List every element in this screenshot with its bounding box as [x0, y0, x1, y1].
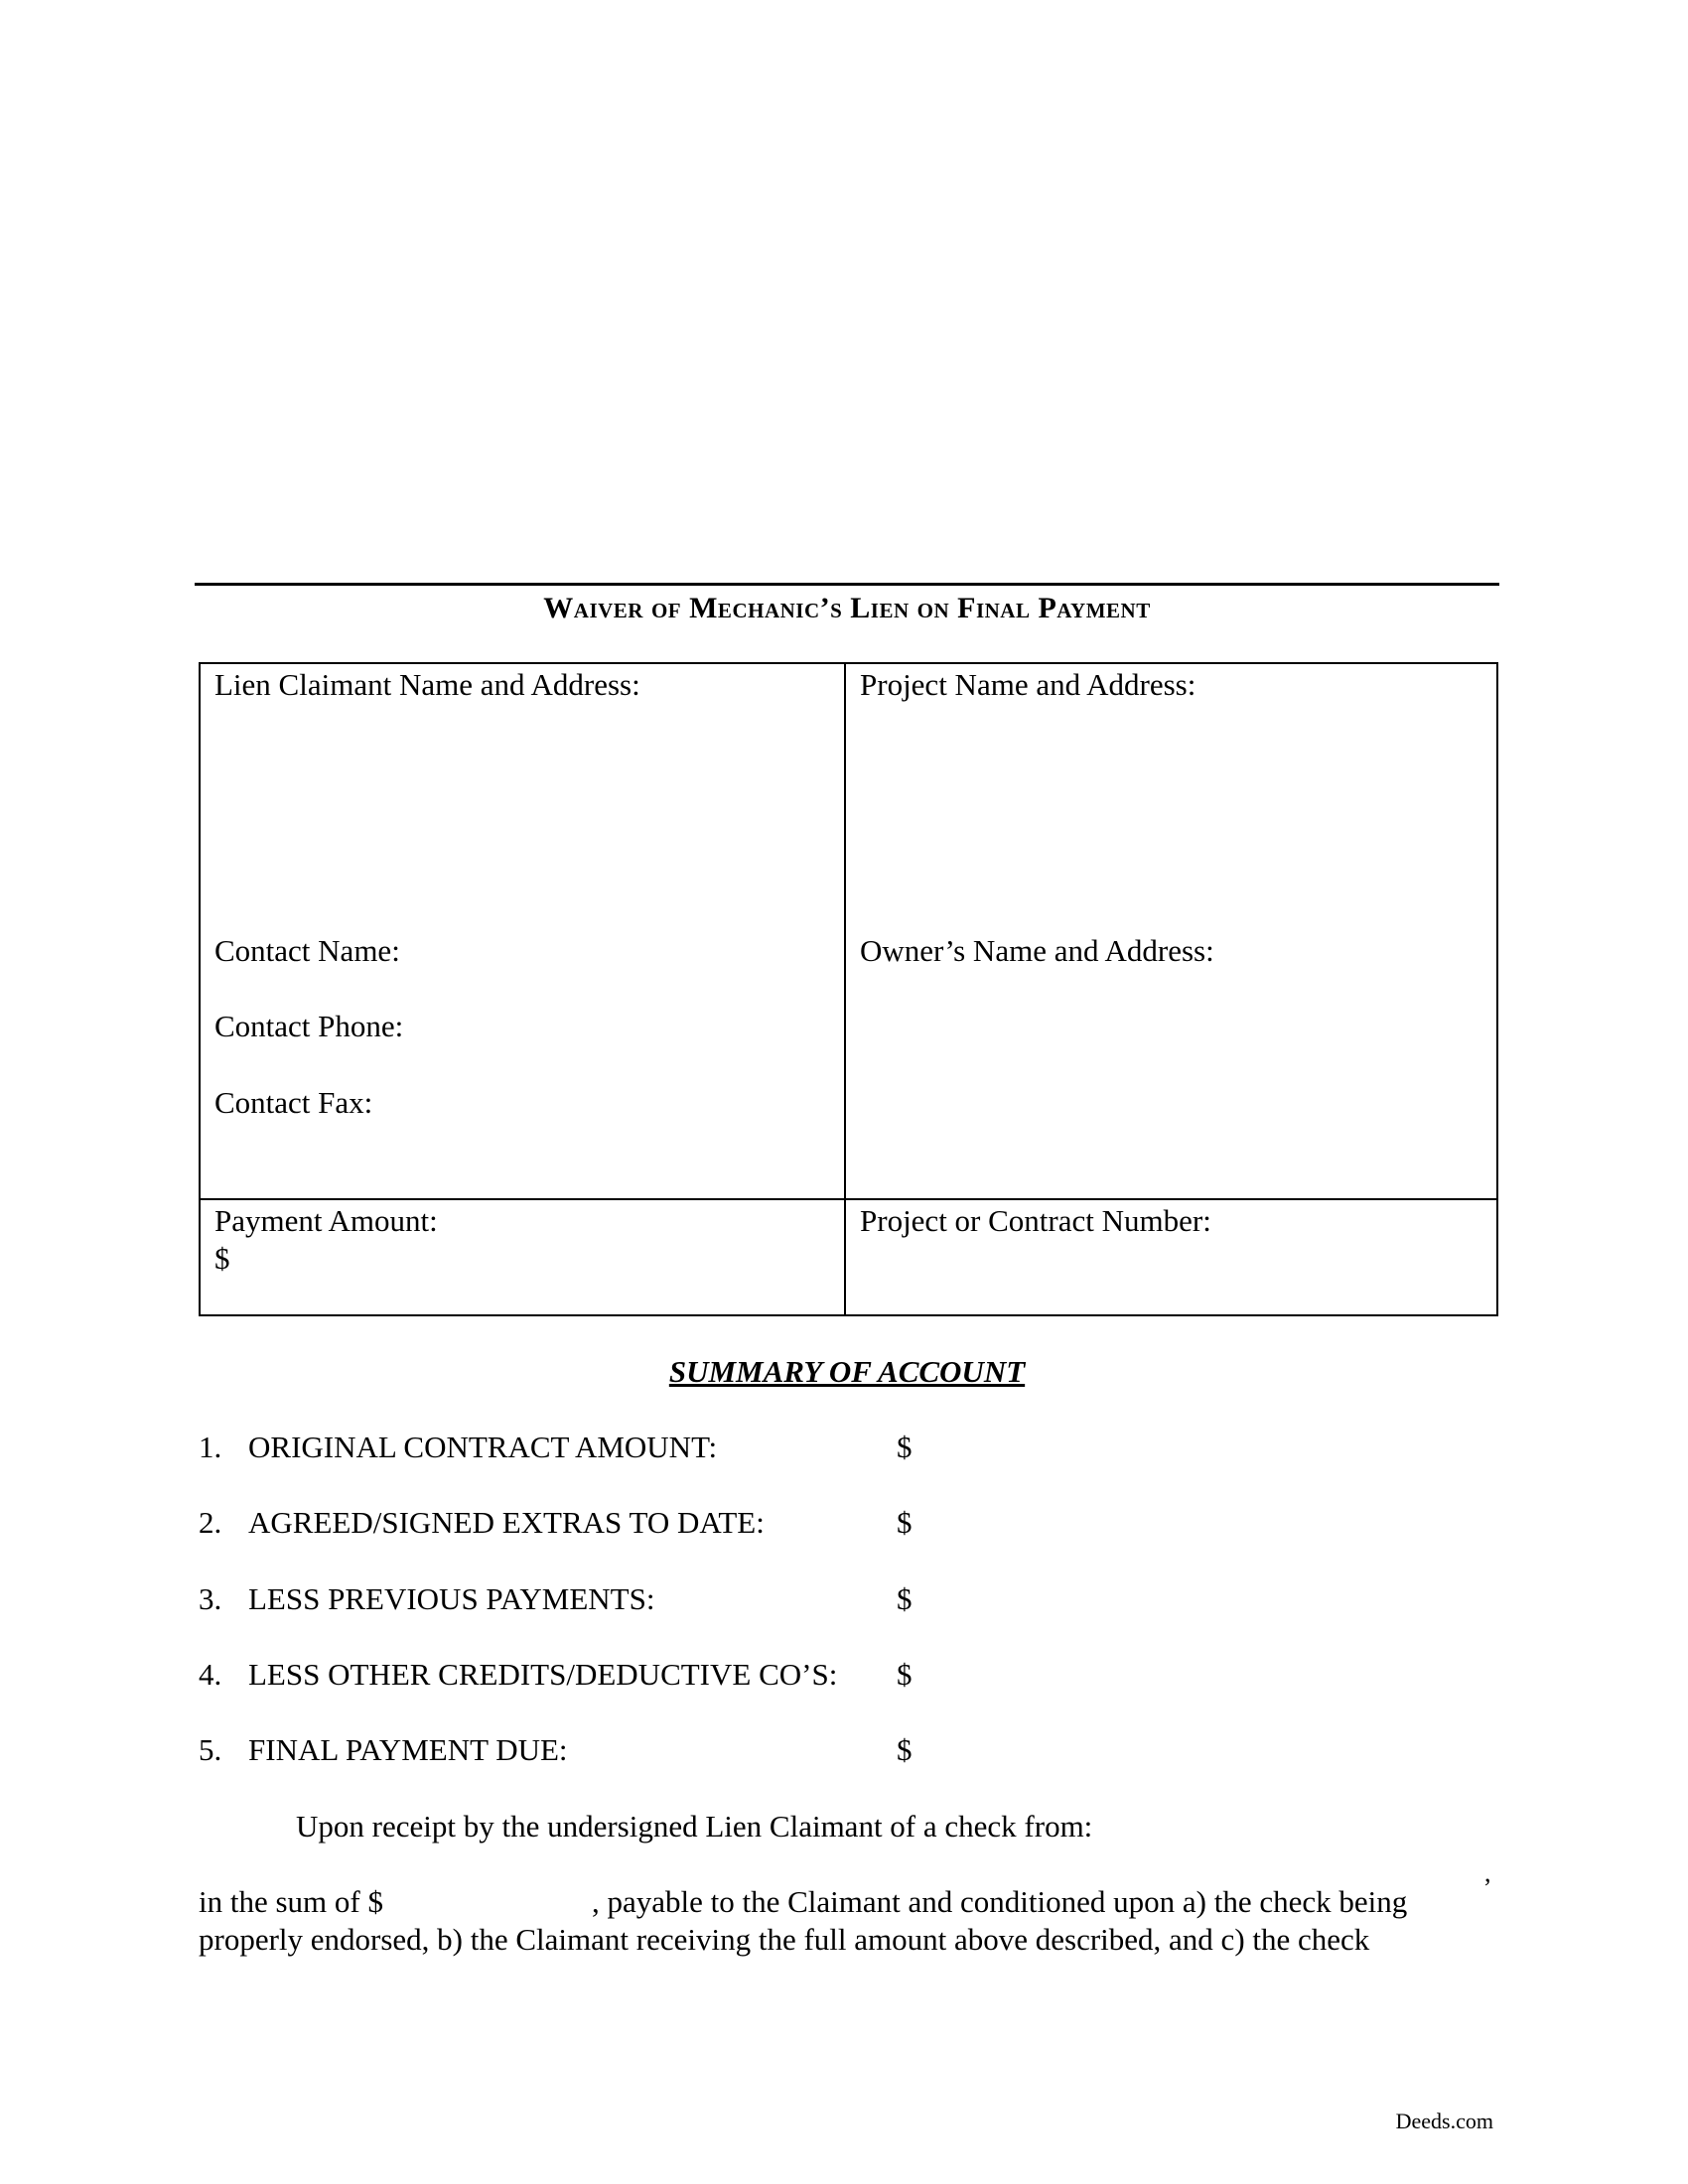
sum-suffix-text: , payable to the Claimant and conditioned upon a) the check being: [592, 1884, 1408, 1919]
lien-claimant-label: Lien Claimant Name and Address:: [214, 667, 640, 702]
conditions-paragraph-line: properly endorsed, b) the Claimant receiving the full amount above described, and c) the check: [199, 1922, 1370, 1957]
summary-row-currency: $: [897, 1732, 913, 1767]
summary-row-number: 5.: [199, 1732, 222, 1767]
title-top-rule: [195, 583, 1499, 586]
contact-phone-label: Contact Phone:: [214, 1009, 404, 1043]
contact-name-label: Contact Name:: [214, 933, 400, 968]
summary-row-number: 3.: [199, 1581, 222, 1616]
project-contract-number-label: Project or Contract Number:: [860, 1203, 1211, 1238]
trailing-comma: ,: [1484, 1858, 1491, 1887]
payment-amount-cell: [200, 1199, 845, 1315]
summary-row-label: AGREED/SIGNED EXTRAS TO DATE:: [248, 1505, 765, 1540]
project-name-address-label: Project Name and Address:: [860, 667, 1196, 702]
lien-claimant-cell: [200, 663, 845, 1199]
sum-prefix-text: in the sum of $: [199, 1884, 383, 1919]
receipt-paragraph-line: Upon receipt by the undersigned Lien Claimant of a check from:: [296, 1809, 1093, 1843]
summary-row-currency: $: [897, 1430, 913, 1464]
payment-amount-label: Payment Amount:: [214, 1203, 438, 1238]
contact-fax-label: Contact Fax:: [214, 1085, 373, 1120]
summary-row-currency: $: [897, 1581, 913, 1616]
summary-row-label: FINAL PAYMENT DUE:: [248, 1732, 568, 1767]
footer-source-mark: Deeds.com: [1395, 2109, 1493, 2133]
summary-row-number: 1.: [199, 1430, 222, 1464]
project-owner-cell: [845, 663, 1497, 1199]
summary-row-currency: $: [897, 1657, 913, 1692]
summary-row-label: LESS OTHER CREDITS/DEDUCTIVE CO’S:: [248, 1657, 838, 1692]
summary-row-currency: $: [897, 1505, 913, 1540]
owner-name-address-label: Owner’s Name and Address:: [860, 933, 1214, 968]
claim-info-table: [199, 662, 1498, 1316]
document-title: Waiver of Mechanic’s Lien on Final Payment: [543, 592, 1151, 624]
summary-row-number: 2.: [199, 1505, 222, 1540]
summary-row-label: LESS PREVIOUS PAYMENTS:: [248, 1581, 655, 1616]
summary-row-label: ORIGINAL CONTRACT AMOUNT:: [248, 1430, 718, 1464]
payment-amount-currency: $: [214, 1241, 230, 1276]
summary-row-number: 4.: [199, 1657, 222, 1692]
contract-number-cell: [845, 1199, 1497, 1315]
summary-heading: SUMMARY OF ACCOUNT: [668, 1354, 1026, 1389]
